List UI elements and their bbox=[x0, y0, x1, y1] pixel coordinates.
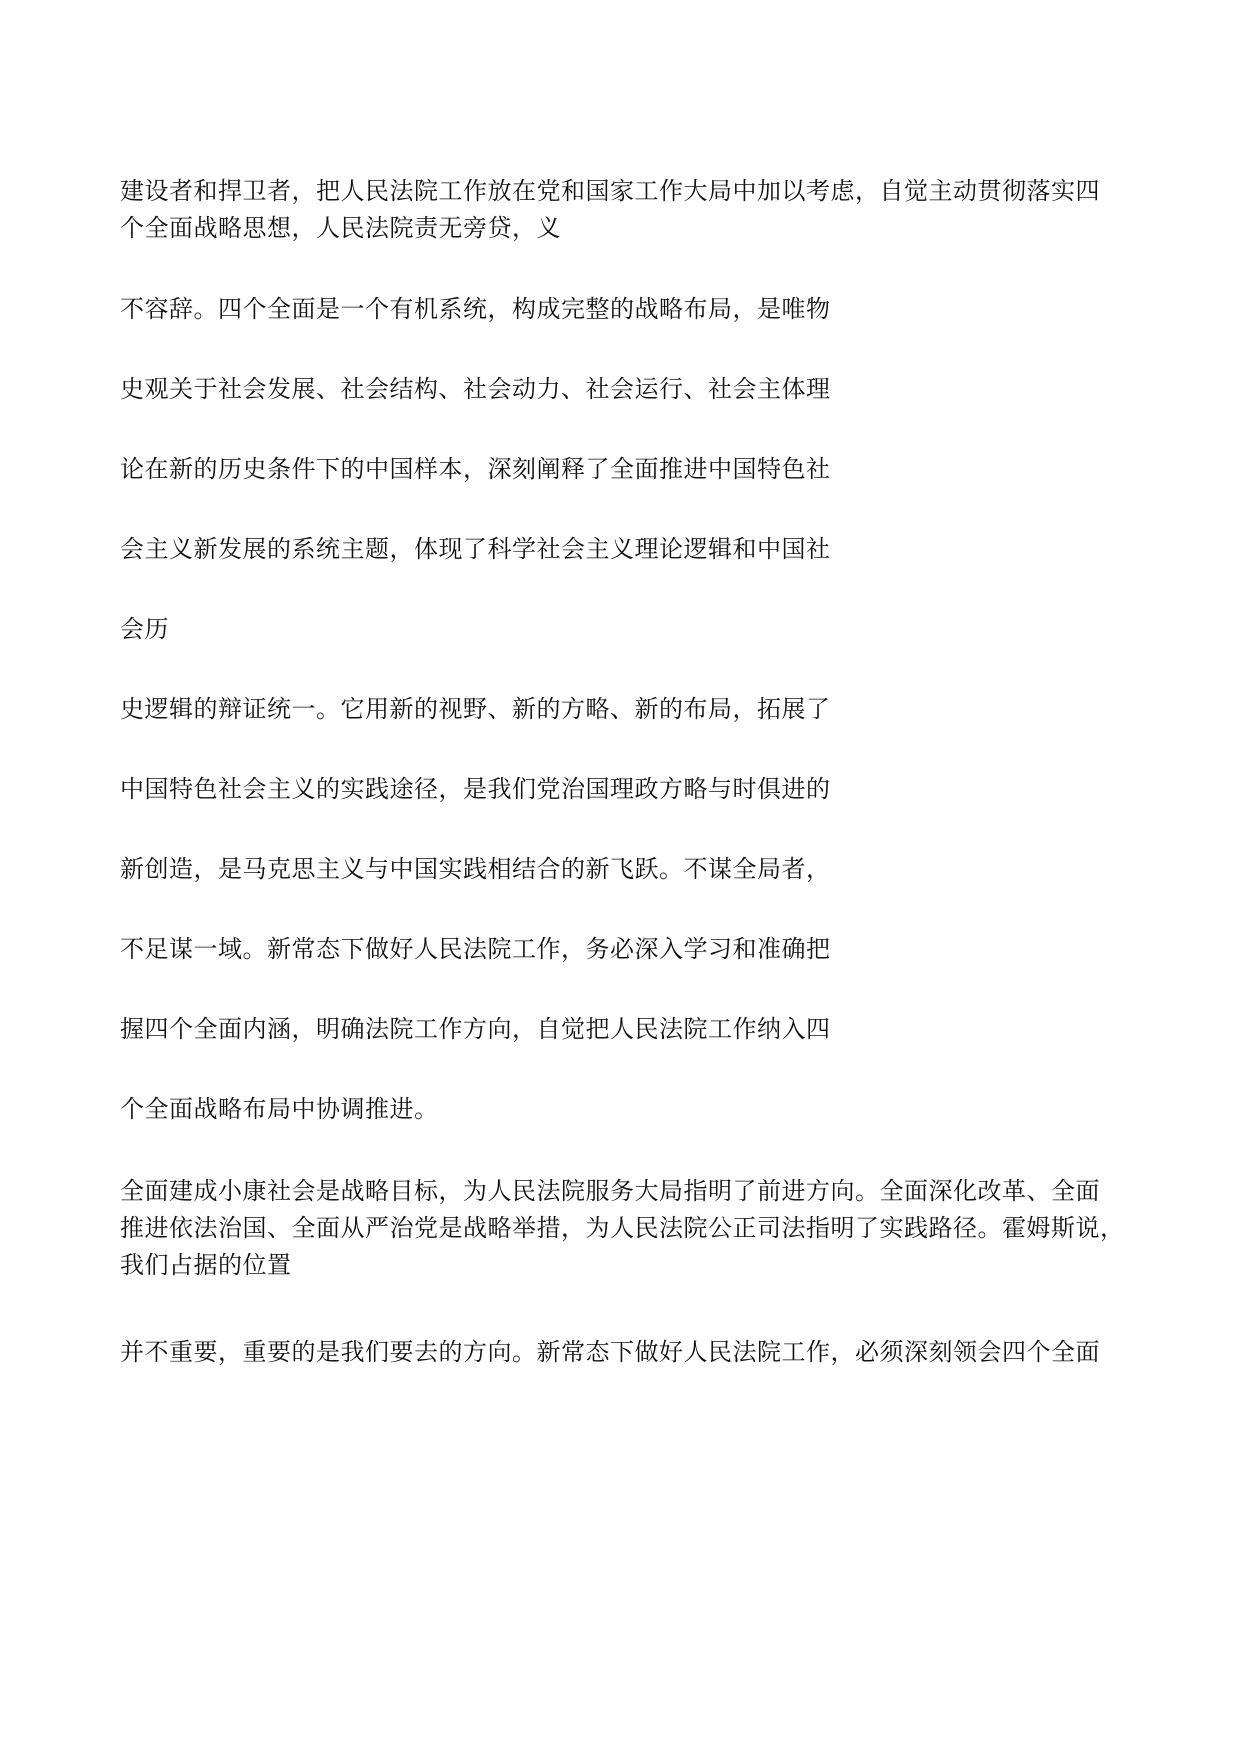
paragraph-9 bbox=[120, 851, 1130, 888]
text-line: 个全面战略思想，人民法院责无旁贷，义 bbox=[120, 214, 561, 242]
text-line: 不足谋一域。新常态下做好人民法院工作，务必深入学习和准确把 bbox=[120, 935, 831, 963]
text-line: 不容辞。四个全面是一个有机系统，构成完整的战略布局，是唯物 bbox=[120, 295, 831, 323]
text-line: 全面建成小康社会是战略目标，为人民法院服务大局指明了前进方向。全面深化改革、全面 bbox=[120, 1177, 1100, 1205]
paragraph-4 bbox=[120, 451, 1130, 488]
text-line: 个全面战略布局中协调推进。 bbox=[120, 1095, 439, 1123]
paragraph-1 bbox=[120, 173, 1130, 247]
paragraph-8 bbox=[120, 771, 1130, 808]
paragraph-5 bbox=[120, 531, 1130, 568]
paragraph-3 bbox=[120, 371, 1130, 408]
text-line: 建设者和捍卫者，把人民法院工作放在党和国家工作大局中加以考虑，自觉主动贯彻落实四 bbox=[120, 177, 1100, 205]
paragraph-10 bbox=[120, 931, 1130, 968]
text-line: 推进依法治国、全面从严治党是战略举措，为人民法院公正司法指明了实践路径。霍姆斯说， bbox=[120, 1214, 1125, 1242]
paragraph-2 bbox=[120, 291, 1130, 328]
text-line: 新创造，是马克思主义与中国实践相结合的新飞跃。不谋全局者， bbox=[120, 855, 831, 883]
text-line: 我们占据的位置 bbox=[120, 1251, 292, 1279]
text-line: 史观关于社会发展、社会结构、社会动力、社会运行、社会主体理 bbox=[120, 375, 831, 403]
text-line: 论在新的历史条件下的中国样本，深刻阐释了全面推进中国特色社 bbox=[120, 455, 831, 483]
text-line: 中国特色社会主义的实践途径，是我们党治国理政方略与时俱进的 bbox=[120, 775, 831, 803]
paragraph-12 bbox=[120, 1091, 1130, 1128]
text-line: 会历 bbox=[120, 615, 169, 643]
text-line: 会主义新发展的系统主题，体现了科学社会主义理论逻辑和中国社 bbox=[120, 535, 831, 563]
paragraph-13 bbox=[120, 1173, 1130, 1284]
paragraph-11 bbox=[120, 1011, 1130, 1048]
paragraph-14 bbox=[120, 1334, 1130, 1371]
text-line: 并不重要，重要的是我们要去的方向。新常态下做好人民法院工作，必须深刻领会四个全面 bbox=[120, 1338, 1100, 1366]
text-line: 史逻辑的辩证统一。它用新的视野、新的方略、新的布局，拓展了 bbox=[120, 695, 831, 723]
paragraph-6 bbox=[120, 611, 1130, 648]
text-line: 握四个全面内涵，明确法院工作方向，自觉把人民法院工作纳入四 bbox=[120, 1015, 831, 1043]
paragraph-7 bbox=[120, 691, 1130, 728]
